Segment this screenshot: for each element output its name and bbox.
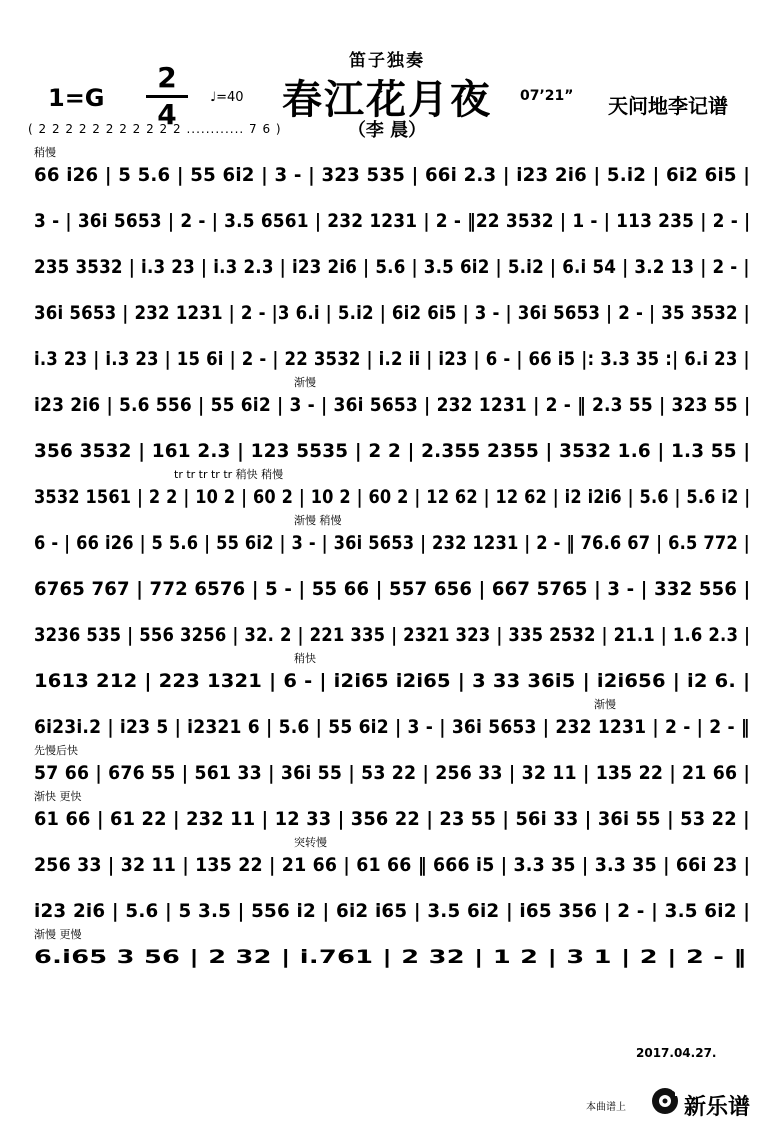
- uploader-text: 本曲谱上: [586, 1102, 626, 1113]
- notation-line: 6i23i.2 | i23 5 | i2321 6 | 5.6 | 55 6i2 | 3 - | 36i 5653 | 232 1231 | 2 - | 2 - ‖: [34, 716, 750, 738]
- intro-notes: ( 2 2 2 2 2 2 2 2 2 2 2 ............ 7 6 ): [28, 122, 282, 136]
- notation-line: 36i 5653 | 232 1231 | 2 - |3 6.i | 5.i2 | 6i2 6i5 | 3 - | 36i 5653 | 2 - | 35 3532 |: [34, 302, 750, 324]
- logo-icon: [650, 1086, 680, 1120]
- score-row: [34, 698, 754, 748]
- score-row: [34, 468, 754, 518]
- notation-line: 3 - | 36i 5653 | 2 - | 3.5 6561 | 232 1231 | 2 - ‖22 3532 | 1 - | 113 235 | 2 - |: [34, 210, 751, 232]
- score-row: [34, 334, 754, 380]
- notation-line: 235 3532 | i.3 23 | i.3 2.3 | i23 2i6 | 5.6 | 3.5 6i2 | 5.i2 | 6.i 54 | 3.2 13 | 2 - |: [34, 256, 750, 278]
- score: [34, 146, 754, 978]
- duration: 07’21”: [520, 88, 574, 104]
- notation-line: i.3 23 | i.3 23 | 15 6i | 2 - | 22 3532 | i.2 ii | i23 | 6 - | 66 i5 |: 3.3 35 :| 6.i 23 |: [34, 348, 750, 370]
- notation-line: i23 2i6 | 5.6 | 5 3.5 | 556 i2 | 6i2 i65 | 3.5 6i2 | i65 356 | 2 - | 3.5 6i2 |: [34, 900, 751, 922]
- score-row: [34, 196, 754, 242]
- score-row: [34, 514, 754, 564]
- notation-line: 57 66 | 676 55 | 561 33 | 36i 55 | 53 22 | 256 33 | 32 11 | 135 22 | 21 66 |: [34, 762, 750, 784]
- notation-line: 3532 1561 | 2 2 | 10 2 | 60 2 | 10 2 | 60 2 | 12 62 | 12 62 | i2 i2i6 | 5.6 | 5.6 i2 |: [34, 486, 751, 508]
- logo-text: 新乐谱: [684, 1095, 751, 1120]
- tempo-annotation: 渐慢: [294, 376, 316, 389]
- score-row: [34, 564, 754, 610]
- score-row: [34, 886, 754, 932]
- date: 2017.04.27.: [636, 1046, 717, 1060]
- score-row: [34, 610, 754, 656]
- tempo-annotation: 稍快: [294, 652, 316, 665]
- transcriber: 天问地李记谱: [608, 94, 728, 118]
- notation-line: 6765 767 | 772 6576 | 5 - | 55 66 | 557 656 | 667 5765 | 3 - | 332 556 |: [34, 578, 751, 600]
- notation-line: i23 2i6 | 5.6 556 | 55 6i2 | 3 - | 36i 5653 | 232 1231 | 2 - ‖ 2.3 55 | 323 55 |: [34, 394, 751, 416]
- tempo-annotation: 渐快 更快: [34, 790, 82, 803]
- notation-line: 1613 212 | 223 1321 | 6 - | i2i65 i2i65 | 3 33 36i5 | i2i656 | i2 6. |: [34, 670, 751, 692]
- tempo-annotation: tr tr tr tr tr 稍快 稍慢: [174, 468, 284, 481]
- time-top: 2: [157, 61, 177, 94]
- tempo-annotation: 先慢后快: [34, 744, 78, 757]
- score-row: [34, 146, 754, 196]
- notation-line: 3236 535 | 556 3256 | 32. 2 | 221 335 | 2321 323 | 335 2532 | 21.1 | 1.6 2.3 |: [34, 624, 751, 646]
- score-row: [34, 652, 754, 702]
- score-row: [34, 288, 754, 334]
- score-row: [34, 744, 754, 794]
- notation-line: 6.i65 3 56 | 2 32 | i.761 | 2 32 | 1 2 | 3 1 | 2 | 2 - ‖: [34, 946, 747, 968]
- score-row: [34, 376, 754, 426]
- tempo-marking: ♩=40: [210, 90, 244, 105]
- author: （李 晨）: [347, 120, 427, 141]
- tempo-annotation: 突转慢: [294, 836, 327, 849]
- tempo-annotation: 稍慢: [34, 146, 56, 159]
- notation-line: 356 3532 | 161 2.3 | 123 5535 | 2 2 | 2.355 2355 | 3532 1.6 | 1.3 55 |: [34, 440, 751, 462]
- subtitle: 笛子独奏: [349, 51, 425, 71]
- score-row: [34, 928, 754, 978]
- score-row: [34, 242, 754, 288]
- tempo-annotation: 渐慢 更慢: [34, 928, 82, 941]
- score-row: [34, 790, 754, 840]
- notation-line: 61 66 | 61 22 | 232 11 | 12 33 | 356 22 | 23 55 | 56i 33 | 36i 55 | 53 22 |: [34, 808, 750, 830]
- score-row: [34, 426, 754, 472]
- tempo-annotation: 渐慢 稍慢: [294, 514, 342, 527]
- notation-line: 66 i26 | 5 5.6 | 55 6i2 | 3 - | 323 535 | 66i 2.3 | i23 2i6 | 5.i2 | 6i2 6i5 |: [34, 164, 751, 186]
- tempo-annotation: 渐慢: [594, 698, 616, 711]
- notation-line: 6 - | 66 i26 | 5 5.6 | 55 6i2 | 3 - | 36i 5653 | 232 1231 | 2 - ‖ 76.6 67 | 6.5 772 |: [34, 532, 750, 554]
- notation-line: 256 33 | 32 11 | 135 22 | 21 66 | 61 66 ‖ 666 i5 | 3.3 35 | 3.3 35 | 66i 23 |: [34, 854, 751, 876]
- score-row: [34, 836, 754, 886]
- key-signature: 1=G: [48, 84, 105, 112]
- page-title: 春江花月夜: [282, 77, 492, 123]
- time-bottom: 4: [157, 98, 177, 131]
